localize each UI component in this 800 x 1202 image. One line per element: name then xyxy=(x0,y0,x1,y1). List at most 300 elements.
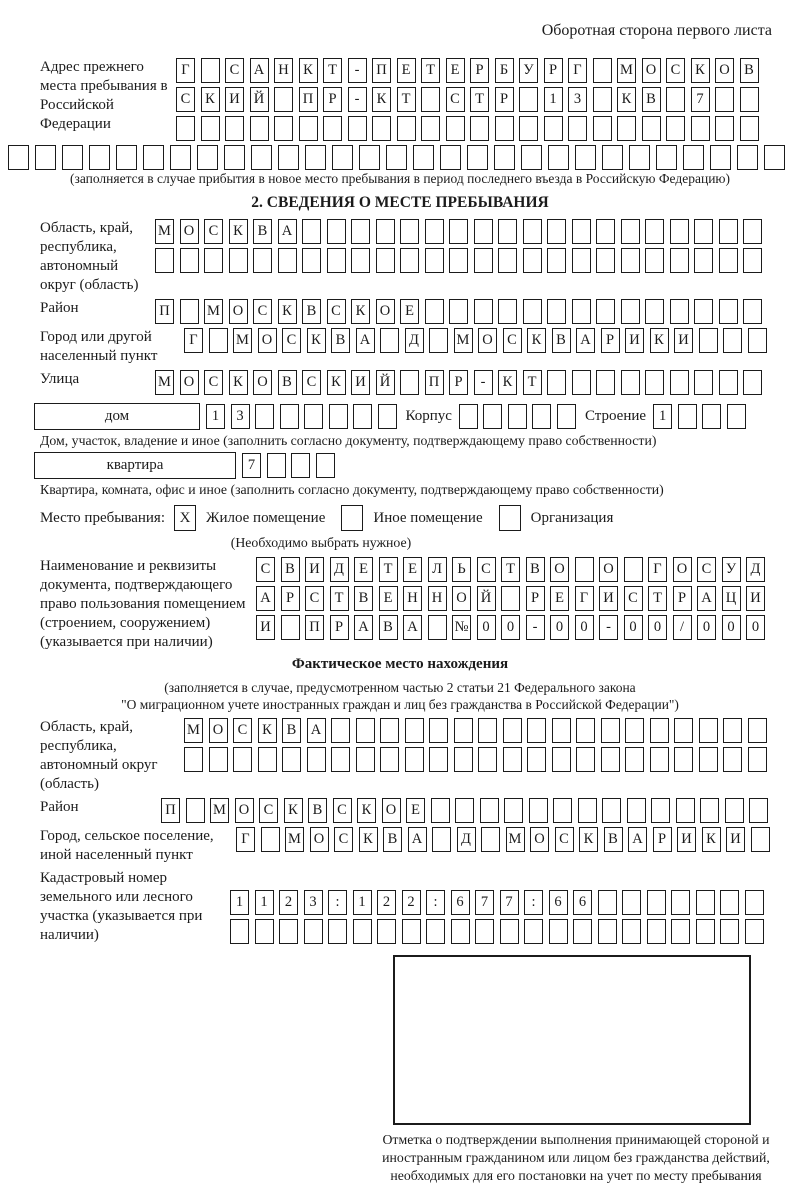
char-cell[interactable] xyxy=(572,370,591,395)
char-cell[interactable]: : xyxy=(426,890,445,915)
char-cell[interactable]: К xyxy=(498,370,517,395)
char-cell[interactable]: 7 xyxy=(691,87,710,112)
char-cell[interactable]: И xyxy=(305,557,324,582)
char-cell[interactable] xyxy=(498,299,517,324)
char-cell[interactable]: К xyxy=(702,827,721,852)
char-cell[interactable]: 6 xyxy=(549,890,568,915)
char-cell[interactable] xyxy=(454,718,473,743)
char-cell[interactable]: Р xyxy=(330,615,349,640)
char-cell[interactable]: К xyxy=(307,328,326,353)
char-cell[interactable] xyxy=(278,248,297,273)
char-cell[interactable] xyxy=(356,747,375,772)
char-cell[interactable] xyxy=(329,404,348,429)
char-cell[interactable] xyxy=(474,248,493,273)
char-cell[interactable]: 3 xyxy=(304,890,323,915)
char-cell[interactable] xyxy=(715,116,734,141)
char-cell[interactable]: 1 xyxy=(230,890,249,915)
char-cell[interactable]: С xyxy=(204,370,223,395)
char-cell[interactable] xyxy=(523,299,542,324)
char-cell[interactable] xyxy=(455,798,474,823)
char-cell[interactable] xyxy=(578,798,597,823)
char-cell[interactable] xyxy=(230,919,249,944)
char-cell[interactable] xyxy=(180,299,199,324)
char-cell[interactable] xyxy=(519,116,538,141)
char-cell[interactable] xyxy=(274,87,293,112)
char-cell[interactable]: - xyxy=(599,615,618,640)
char-cell[interactable]: Ц xyxy=(722,586,741,611)
char-cell[interactable] xyxy=(197,145,218,170)
char-cell[interactable] xyxy=(622,919,641,944)
char-cell[interactable] xyxy=(764,145,785,170)
char-cell[interactable]: В xyxy=(526,557,545,582)
char-cell[interactable] xyxy=(299,116,318,141)
char-cell[interactable] xyxy=(596,299,615,324)
char-cell[interactable]: К xyxy=(372,87,391,112)
char-cell[interactable] xyxy=(229,248,248,273)
char-cell[interactable]: 0 xyxy=(722,615,741,640)
char-cell[interactable] xyxy=(261,827,280,852)
char-cell[interactable] xyxy=(621,219,640,244)
char-cell[interactable] xyxy=(593,58,612,83)
char-cell[interactable]: О xyxy=(599,557,618,582)
char-cell[interactable] xyxy=(280,404,299,429)
char-cell[interactable]: Л xyxy=(428,557,447,582)
char-cell[interactable] xyxy=(749,798,768,823)
char-cell[interactable]: Т xyxy=(470,87,489,112)
char-cell[interactable] xyxy=(748,328,767,353)
char-cell[interactable]: 1 xyxy=(653,404,672,429)
char-cell[interactable] xyxy=(478,747,497,772)
char-cell[interactable]: Р xyxy=(281,586,300,611)
char-cell[interactable] xyxy=(400,248,419,273)
char-cell[interactable]: П xyxy=(305,615,324,640)
char-cell[interactable] xyxy=(676,798,695,823)
char-cell[interactable]: Т xyxy=(379,557,398,582)
char-cell[interactable]: 0 xyxy=(477,615,496,640)
char-cell[interactable]: А xyxy=(250,58,269,83)
char-cell[interactable]: Р xyxy=(449,370,468,395)
char-cell[interactable] xyxy=(400,219,419,244)
char-cell[interactable] xyxy=(459,404,478,429)
char-cell[interactable] xyxy=(532,404,551,429)
char-cell[interactable]: 0 xyxy=(501,615,520,640)
char-cell[interactable]: С xyxy=(204,219,223,244)
char-cell[interactable] xyxy=(501,586,520,611)
char-cell[interactable]: Ь xyxy=(452,557,471,582)
char-cell[interactable] xyxy=(180,248,199,273)
char-cell[interactable]: Г xyxy=(575,586,594,611)
char-cell[interactable] xyxy=(449,219,468,244)
char-cell[interactable]: С xyxy=(259,798,278,823)
char-cell[interactable] xyxy=(650,718,669,743)
char-cell[interactable] xyxy=(547,248,566,273)
char-cell[interactable] xyxy=(596,370,615,395)
char-cell[interactable] xyxy=(304,919,323,944)
char-cell[interactable] xyxy=(602,798,621,823)
char-cell[interactable]: И xyxy=(256,615,275,640)
char-cell[interactable]: К xyxy=(357,798,376,823)
char-cell[interactable] xyxy=(720,890,739,915)
char-cell[interactable] xyxy=(720,919,739,944)
char-cell[interactable] xyxy=(353,919,372,944)
char-cell[interactable] xyxy=(279,919,298,944)
char-cell[interactable]: В xyxy=(379,615,398,640)
char-cell[interactable] xyxy=(446,116,465,141)
char-cell[interactable]: 7 xyxy=(242,453,261,478)
char-cell[interactable] xyxy=(723,718,742,743)
char-cell[interactable] xyxy=(642,116,661,141)
char-cell[interactable]: А xyxy=(408,827,427,852)
char-cell[interactable]: С xyxy=(666,58,685,83)
char-cell[interactable] xyxy=(429,328,448,353)
char-cell[interactable] xyxy=(745,919,764,944)
char-cell[interactable] xyxy=(267,453,286,478)
char-cell[interactable]: : xyxy=(328,890,347,915)
char-cell[interactable]: : xyxy=(524,890,543,915)
char-cell[interactable] xyxy=(740,116,759,141)
char-cell[interactable] xyxy=(378,404,397,429)
char-cell[interactable] xyxy=(431,798,450,823)
char-cell[interactable] xyxy=(622,890,641,915)
char-cell[interactable] xyxy=(474,299,493,324)
char-cell[interactable]: И xyxy=(625,328,644,353)
char-cell[interactable] xyxy=(699,747,718,772)
char-cell[interactable] xyxy=(500,919,519,944)
char-cell[interactable] xyxy=(598,890,617,915)
char-cell[interactable] xyxy=(291,453,310,478)
char-cell[interactable] xyxy=(481,827,500,852)
char-cell[interactable] xyxy=(201,116,220,141)
char-cell[interactable] xyxy=(186,798,205,823)
char-cell[interactable] xyxy=(552,718,571,743)
char-cell[interactable] xyxy=(553,798,572,823)
char-cell[interactable] xyxy=(699,718,718,743)
char-cell[interactable] xyxy=(331,747,350,772)
char-cell[interactable] xyxy=(155,248,174,273)
char-cell[interactable]: Р xyxy=(323,87,342,112)
char-cell[interactable] xyxy=(666,87,685,112)
char-cell[interactable]: В xyxy=(354,586,373,611)
char-cell[interactable]: 1 xyxy=(544,87,563,112)
char-cell[interactable]: И xyxy=(351,370,370,395)
char-cell[interactable] xyxy=(627,798,646,823)
char-cell[interactable]: Р xyxy=(544,58,563,83)
char-cell[interactable]: В xyxy=(552,328,571,353)
char-cell[interactable] xyxy=(425,248,444,273)
char-cell[interactable]: Н xyxy=(428,586,447,611)
char-cell[interactable]: 0 xyxy=(550,615,569,640)
char-cell[interactable]: 0 xyxy=(575,615,594,640)
char-cell[interactable] xyxy=(201,58,220,83)
char-cell[interactable]: Т xyxy=(501,557,520,582)
char-cell[interactable] xyxy=(621,248,640,273)
char-cell[interactable]: 6 xyxy=(573,890,592,915)
char-cell[interactable]: К xyxy=(229,370,248,395)
char-cell[interactable] xyxy=(524,919,543,944)
char-cell[interactable]: Е xyxy=(446,58,465,83)
char-cell[interactable]: Т xyxy=(397,87,416,112)
char-cell[interactable] xyxy=(671,890,690,915)
char-cell[interactable] xyxy=(348,116,367,141)
char-cell[interactable]: С xyxy=(176,87,195,112)
char-cell[interactable] xyxy=(351,219,370,244)
char-cell[interactable]: М xyxy=(204,299,223,324)
char-cell[interactable]: М xyxy=(506,827,525,852)
char-cell[interactable]: О xyxy=(258,328,277,353)
char-cell[interactable]: С xyxy=(477,557,496,582)
char-cell[interactable] xyxy=(307,747,326,772)
char-cell[interactable] xyxy=(323,116,342,141)
char-cell[interactable]: Д xyxy=(405,328,424,353)
char-cell[interactable]: О xyxy=(642,58,661,83)
char-cell[interactable]: С xyxy=(697,557,716,582)
char-cell[interactable] xyxy=(209,747,228,772)
char-cell[interactable]: Т xyxy=(323,58,342,83)
char-cell[interactable]: С xyxy=(555,827,574,852)
char-cell[interactable] xyxy=(380,747,399,772)
char-cell[interactable]: 1 xyxy=(255,890,274,915)
house-type-box[interactable]: дом xyxy=(34,403,200,430)
char-cell[interactable]: И xyxy=(225,87,244,112)
char-cell[interactable] xyxy=(748,718,767,743)
char-cell[interactable]: Б xyxy=(495,58,514,83)
char-cell[interactable] xyxy=(576,718,595,743)
char-cell[interactable]: Д xyxy=(746,557,765,582)
char-cell[interactable] xyxy=(576,747,595,772)
char-cell[interactable] xyxy=(557,404,576,429)
char-cell[interactable] xyxy=(572,248,591,273)
char-cell[interactable]: М xyxy=(454,328,473,353)
char-cell[interactable] xyxy=(495,116,514,141)
char-cell[interactable]: К xyxy=(327,370,346,395)
char-cell[interactable]: № xyxy=(452,615,471,640)
char-cell[interactable] xyxy=(508,404,527,429)
char-cell[interactable] xyxy=(503,718,522,743)
char-cell[interactable]: М xyxy=(617,58,636,83)
char-cell[interactable] xyxy=(748,747,767,772)
char-cell[interactable] xyxy=(645,248,664,273)
char-cell[interactable] xyxy=(552,747,571,772)
char-cell[interactable] xyxy=(402,919,421,944)
char-cell[interactable] xyxy=(255,919,274,944)
char-cell[interactable]: К xyxy=(617,87,636,112)
char-cell[interactable]: 2 xyxy=(377,890,396,915)
char-cell[interactable]: 3 xyxy=(231,404,250,429)
char-cell[interactable] xyxy=(700,798,719,823)
char-cell[interactable] xyxy=(176,116,195,141)
char-cell[interactable]: М xyxy=(184,718,203,743)
apartment-type-box[interactable]: квартира xyxy=(34,452,236,479)
char-cell[interactable] xyxy=(498,248,517,273)
char-cell[interactable]: К xyxy=(359,827,378,852)
char-cell[interactable] xyxy=(740,87,759,112)
char-cell[interactable] xyxy=(629,145,650,170)
char-cell[interactable] xyxy=(674,747,693,772)
char-cell[interactable]: У xyxy=(519,58,538,83)
char-cell[interactable]: А xyxy=(576,328,595,353)
char-cell[interactable] xyxy=(743,299,762,324)
char-cell[interactable]: В xyxy=(253,219,272,244)
char-cell[interactable]: М xyxy=(210,798,229,823)
char-cell[interactable] xyxy=(549,919,568,944)
char-cell[interactable] xyxy=(719,370,738,395)
char-cell[interactable]: А xyxy=(403,615,422,640)
char-cell[interactable]: С xyxy=(327,299,346,324)
char-cell[interactable] xyxy=(425,219,444,244)
char-cell[interactable]: К xyxy=(579,827,598,852)
char-cell[interactable] xyxy=(474,219,493,244)
char-cell[interactable] xyxy=(377,919,396,944)
char-cell[interactable] xyxy=(209,328,228,353)
char-cell[interactable] xyxy=(621,370,640,395)
char-cell[interactable] xyxy=(696,890,715,915)
char-cell[interactable] xyxy=(683,145,704,170)
char-cell[interactable]: С xyxy=(305,586,324,611)
char-cell[interactable]: С xyxy=(302,370,321,395)
char-cell[interactable]: О xyxy=(310,827,329,852)
char-cell[interactable] xyxy=(527,747,546,772)
char-cell[interactable]: М xyxy=(155,219,174,244)
char-cell[interactable]: К xyxy=(258,718,277,743)
char-cell[interactable]: Г xyxy=(184,328,203,353)
char-cell[interactable] xyxy=(727,404,746,429)
char-cell[interactable]: 0 xyxy=(624,615,643,640)
char-cell[interactable]: К xyxy=(691,58,710,83)
char-cell[interactable]: С xyxy=(334,827,353,852)
char-cell[interactable] xyxy=(184,747,203,772)
char-cell[interactable] xyxy=(233,747,252,772)
char-cell[interactable] xyxy=(666,116,685,141)
char-cell[interactable]: С xyxy=(503,328,522,353)
char-cell[interactable]: Р xyxy=(526,586,545,611)
checkbox-organization[interactable] xyxy=(499,505,521,531)
char-cell[interactable]: П xyxy=(372,58,391,83)
char-cell[interactable] xyxy=(719,219,738,244)
char-cell[interactable] xyxy=(397,116,416,141)
char-cell[interactable] xyxy=(743,370,762,395)
char-cell[interactable] xyxy=(573,919,592,944)
char-cell[interactable]: В xyxy=(302,299,321,324)
char-cell[interactable]: И xyxy=(599,586,618,611)
char-cell[interactable]: Г xyxy=(236,827,255,852)
char-cell[interactable] xyxy=(743,248,762,273)
char-cell[interactable] xyxy=(278,145,299,170)
char-cell[interactable]: О xyxy=(209,718,228,743)
char-cell[interactable]: П xyxy=(299,87,318,112)
char-cell[interactable] xyxy=(598,919,617,944)
char-cell[interactable] xyxy=(204,248,223,273)
char-cell[interactable] xyxy=(475,919,494,944)
char-cell[interactable]: О xyxy=(376,299,395,324)
char-cell[interactable]: О xyxy=(673,557,692,582)
char-cell[interactable]: 7 xyxy=(500,890,519,915)
char-cell[interactable] xyxy=(353,404,372,429)
char-cell[interactable] xyxy=(332,145,353,170)
char-cell[interactable] xyxy=(386,145,407,170)
char-cell[interactable] xyxy=(274,116,293,141)
char-cell[interactable]: К xyxy=(650,328,669,353)
char-cell[interactable]: Н xyxy=(403,586,422,611)
char-cell[interactable] xyxy=(250,116,269,141)
char-cell[interactable] xyxy=(302,219,321,244)
char-cell[interactable]: 3 xyxy=(568,87,587,112)
char-cell[interactable] xyxy=(483,404,502,429)
char-cell[interactable]: 1 xyxy=(353,890,372,915)
char-cell[interactable]: О xyxy=(452,586,471,611)
char-cell[interactable] xyxy=(421,116,440,141)
char-cell[interactable]: Е xyxy=(397,58,416,83)
char-cell[interactable]: М xyxy=(155,370,174,395)
char-cell[interactable] xyxy=(504,798,523,823)
char-cell[interactable] xyxy=(426,919,445,944)
char-cell[interactable] xyxy=(547,370,566,395)
char-cell[interactable] xyxy=(405,747,424,772)
char-cell[interactable] xyxy=(723,328,742,353)
char-cell[interactable]: Д xyxy=(330,557,349,582)
char-cell[interactable] xyxy=(359,145,380,170)
char-cell[interactable] xyxy=(527,718,546,743)
char-cell[interactable]: П xyxy=(155,299,174,324)
char-cell[interactable] xyxy=(596,219,615,244)
char-cell[interactable]: А xyxy=(697,586,716,611)
char-cell[interactable] xyxy=(547,299,566,324)
char-cell[interactable]: Г xyxy=(648,557,667,582)
char-cell[interactable]: О xyxy=(235,798,254,823)
char-cell[interactable] xyxy=(305,145,326,170)
char-cell[interactable] xyxy=(715,87,734,112)
char-cell[interactable]: О xyxy=(229,299,248,324)
char-cell[interactable] xyxy=(327,219,346,244)
char-cell[interactable]: Р xyxy=(601,328,620,353)
char-cell[interactable] xyxy=(376,248,395,273)
char-cell[interactable] xyxy=(575,145,596,170)
char-cell[interactable] xyxy=(405,718,424,743)
char-cell[interactable]: - xyxy=(474,370,493,395)
char-cell[interactable]: 6 xyxy=(451,890,470,915)
char-cell[interactable] xyxy=(645,219,664,244)
checkbox-residential[interactable]: X xyxy=(174,505,196,531)
char-cell[interactable]: А xyxy=(356,328,375,353)
char-cell[interactable] xyxy=(449,248,468,273)
char-cell[interactable]: О xyxy=(180,370,199,395)
char-cell[interactable]: 2 xyxy=(402,890,421,915)
char-cell[interactable]: Д xyxy=(457,827,476,852)
char-cell[interactable] xyxy=(601,718,620,743)
char-cell[interactable]: И xyxy=(677,827,696,852)
char-cell[interactable]: - xyxy=(526,615,545,640)
char-cell[interactable]: 2 xyxy=(279,890,298,915)
char-cell[interactable]: М xyxy=(233,328,252,353)
char-cell[interactable] xyxy=(671,919,690,944)
char-cell[interactable]: Й xyxy=(250,87,269,112)
char-cell[interactable]: К xyxy=(351,299,370,324)
char-cell[interactable] xyxy=(625,747,644,772)
char-cell[interactable]: Т xyxy=(330,586,349,611)
char-cell[interactable] xyxy=(327,248,346,273)
char-cell[interactable] xyxy=(694,248,713,273)
char-cell[interactable] xyxy=(572,299,591,324)
char-cell[interactable] xyxy=(647,890,666,915)
char-cell[interactable]: 1 xyxy=(206,404,225,429)
char-cell[interactable] xyxy=(282,747,301,772)
char-cell[interactable] xyxy=(116,145,137,170)
char-cell[interactable] xyxy=(480,798,499,823)
char-cell[interactable] xyxy=(356,718,375,743)
char-cell[interactable] xyxy=(593,116,612,141)
char-cell[interactable] xyxy=(645,370,664,395)
char-cell[interactable] xyxy=(670,370,689,395)
char-cell[interactable] xyxy=(694,219,713,244)
